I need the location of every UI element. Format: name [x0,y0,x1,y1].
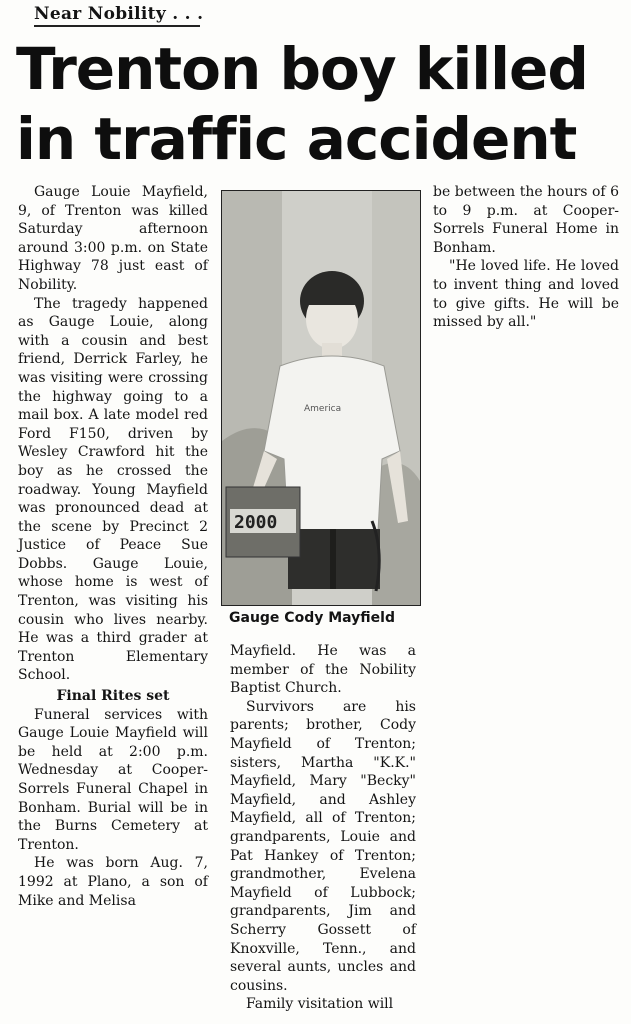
paragraph: He was born Aug. 7, 1992 at Plano, a son of Mike and Melisa [18,855,208,909]
photo-caption: Gauge Cody Mayfield [229,610,395,626]
section-kicker: Near Nobility . . . [34,4,200,27]
paragraph: Mayfield. He was a member of the Nobility Baptist Church. [230,643,416,697]
article-column-2 [230,642,416,1014]
paragraph: Gauge Louie Mayfield, 9, of Trenton was killed Saturday afternoon around 3:00 p.m. on State Highway 78 just east of Nobility. [18,184,208,293]
paragraph: "He loved life. He loved to invent thing and loved to give gifts. He will be missed by all." [433,258,619,331]
paragraph: The tragedy happened as Gauge Louie, along with a cousin and best friend, Derrick Farley, he was visiting were crossing the highway going to a mail box. A late model red Ford F150, driven by Wesley Crawford hit the boy as he crossed the roadway. Young Mayfield was pronounced dead at the scene by Precinct 2 Justice of Peace Sue Dobbs. Gauge Louie, whose home is west of Trenton, was visiting his cousin who lives nearby. He was a third grader at Trenton Elementary School. [18,295,208,684]
headline-line-2: in traffic accident [16,105,577,173]
paragraph: Funeral services with Gauge Louie Mayfield will be held at 2:00 p.m. Wednesday at Cooper-Sorrels Funeral Chapel in Bonham. Burial will be in the Burns Cemetery at Trenton. [18,706,208,853]
article-column-1 [18,183,208,910]
photo-sign-text: 2000 [234,512,278,533]
paragraph: be between the hours of 6 to 9 p.m. at Cooper-Sorrels Funeral Home in Bonham. [433,184,619,256]
subheading: Final Rites set [56,688,170,705]
svg-text:America: America [304,404,342,414]
boy-photo [221,190,421,606]
paragraph: Family visitation will [246,996,394,1013]
boy-photo-illustration [222,191,420,605]
paragraph: Survivors are his parents; brother, Cody Mayfield of Trenton; sisters, Martha "K.K." Mayfield, Mary "Becky" Mayfield, and Ashley Mayfield, all of Trenton; grandparents, Louie and Pat Hankey of Trenton; grandmother, Evelena Mayfield of Lubbock; grandparents, Jim and Scherry Gossett of Knoxville, Tenn., and several aunts, uncles and cousins. [230,698,416,994]
article-column-3 [433,183,619,332]
headline [16,34,626,174]
headline-line-1: Trenton boy killed [16,35,588,103]
